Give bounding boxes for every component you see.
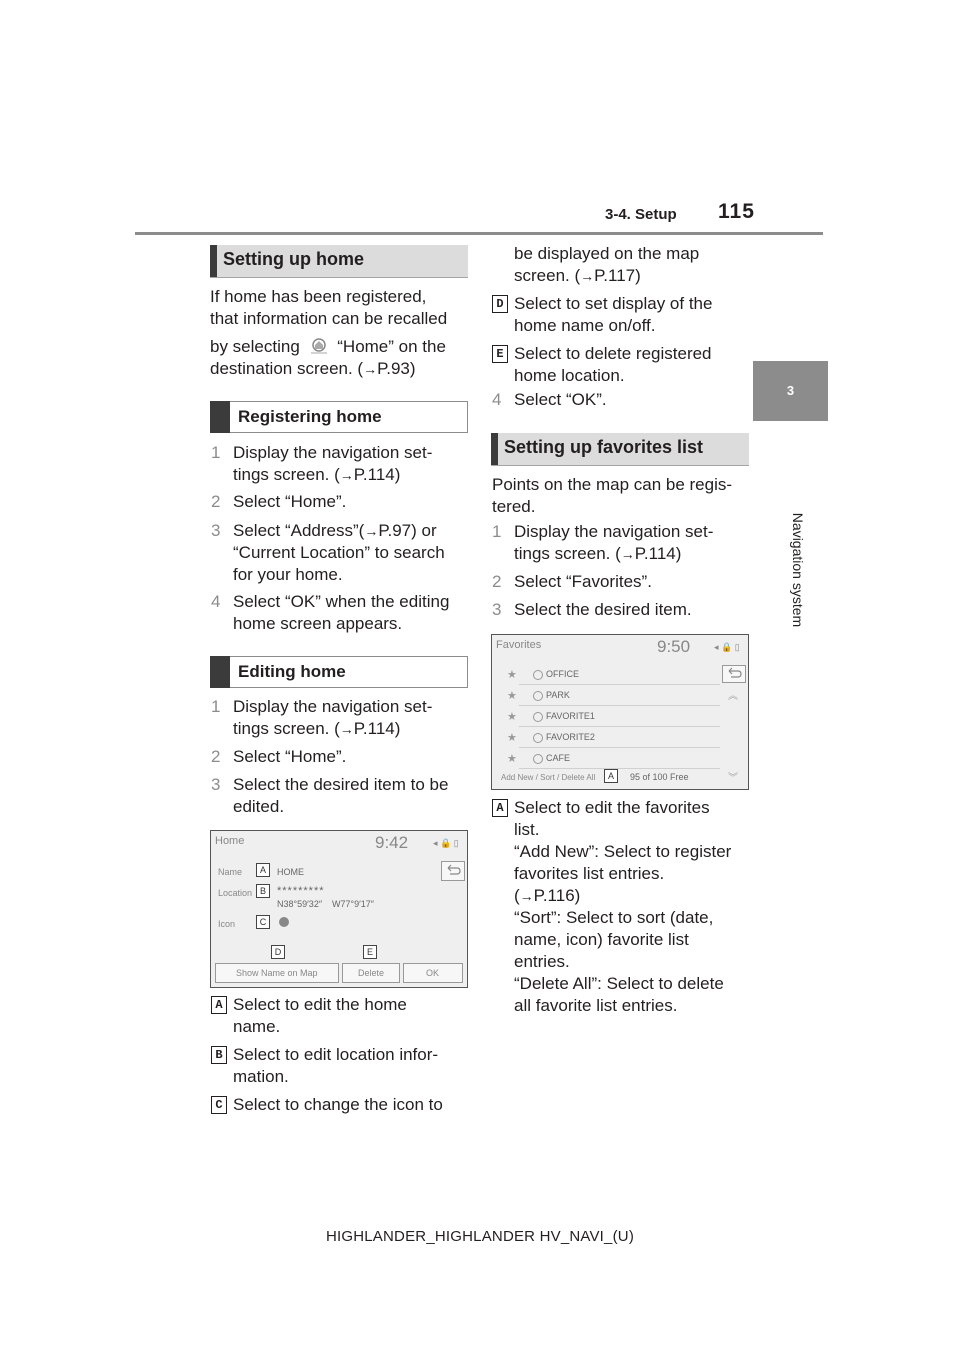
poi-icon <box>533 712 543 722</box>
status-icons: ◂ 🔒 ▯ <box>714 642 740 652</box>
favorite-name: CAFE <box>546 753 571 763</box>
subsection-header-text: Editing home <box>238 662 346 681</box>
step-number: 3 <box>211 521 221 540</box>
header-rule <box>135 232 823 235</box>
step-text: Select “Home”. <box>233 492 347 511</box>
marker-e-badge: E <box>492 345 508 363</box>
marker-d: D <box>271 945 285 959</box>
step-text: Display the navigation set- <box>514 522 714 541</box>
step-text: Select “OK” when the editing <box>233 592 450 611</box>
edit-step-3 <box>211 774 449 818</box>
favorites-count: 95 of 100 Free <box>630 772 689 782</box>
desc-line: Select to edit the favorites <box>514 798 710 817</box>
reg-step-1 <box>211 442 433 486</box>
step-text <box>233 520 445 542</box>
scroll-down-icon: ︾ <box>728 773 738 784</box>
favorite-name: OFFICE <box>546 669 579 679</box>
arrow-icon: → <box>580 268 595 284</box>
marker-a-badge: A <box>211 996 227 1014</box>
subsection-header-text: Registering home <box>238 407 382 426</box>
favorite-name: FAVORITE2 <box>546 732 595 742</box>
desc-line: home name on/off. <box>514 316 656 335</box>
marker-e: E <box>363 945 377 959</box>
step-number: 2 <box>211 492 221 511</box>
step-number: 2 <box>492 572 502 591</box>
arrow-icon: → <box>620 546 635 562</box>
desc-line: favorites list entries. <box>514 864 665 883</box>
page-reference: P.114) <box>634 544 682 563</box>
screen-title: Home <box>215 835 245 847</box>
desc-line: Select to change the icon to <box>233 1095 443 1114</box>
marker-c: C <box>256 915 270 929</box>
arrow-icon: → <box>519 888 534 904</box>
desc-line: name, icon) favorite list <box>514 930 689 949</box>
arrow-icon: → <box>364 523 379 539</box>
list-item <box>507 665 720 685</box>
intro-text: destination screen. ( <box>210 359 364 378</box>
desc-text: ( <box>514 886 520 905</box>
edit-step-2 <box>211 746 347 768</box>
step-text-part: Select “Address”( <box>233 521 365 540</box>
desc-line: Points on the map can be regis- <box>492 475 733 494</box>
fav-actions-label: Add New / Sort / Delete All <box>501 773 596 782</box>
step-text: Select “Home”. <box>233 747 347 766</box>
subsection-header-registering-home <box>210 401 468 433</box>
subsection-bar <box>210 656 230 688</box>
step-text: “Current Location” to search <box>233 543 445 562</box>
star-icon: ★ <box>507 732 517 744</box>
step-number: 3 <box>492 600 502 619</box>
step-text: Select “OK”. <box>514 390 607 409</box>
destination-icon <box>307 336 331 356</box>
name-label: Name <box>218 867 243 877</box>
list-item <box>507 728 720 748</box>
edit-step-1 <box>211 696 433 740</box>
back-icon <box>441 861 465 881</box>
favorite-name: PARK <box>546 690 570 700</box>
page-number: 115 <box>718 200 755 223</box>
edit-step-4 <box>492 389 607 411</box>
step-text: Select the desired item to be <box>233 775 449 794</box>
coords-lon: W77°9′17″ <box>332 899 374 909</box>
marker-c-desc <box>233 1094 443 1116</box>
intro-line-4 <box>210 358 416 380</box>
marker-a-favorites-desc <box>514 797 731 1017</box>
step-number: 4 <box>211 592 221 611</box>
marker-a-badge-favorites: A <box>492 799 508 817</box>
intro-line-3 <box>210 336 446 358</box>
desc-line: tered. <box>492 497 536 516</box>
marker-e-desc <box>514 343 712 387</box>
list-item <box>507 749 720 769</box>
arrow-icon: → <box>339 721 354 737</box>
favorites-intro <box>492 474 732 518</box>
step-text <box>233 464 432 486</box>
fav-step-3 <box>492 599 692 621</box>
intro-text: by selecting <box>210 337 300 356</box>
list-item <box>507 686 720 706</box>
subsection-header-editing-home <box>210 656 468 688</box>
name-value: HOME <box>277 867 304 877</box>
marker-a-desc <box>233 994 407 1038</box>
desc-text: screen. ( <box>514 266 581 285</box>
step-text: home screen appears. <box>233 614 403 633</box>
arrow-icon: → <box>339 467 354 483</box>
desc-line: be displayed on the map <box>514 244 700 263</box>
page-reference: P.116) <box>533 886 581 905</box>
home-pin-icon <box>279 917 289 927</box>
step-text-part: tings screen. ( <box>233 465 340 484</box>
intro-text: “Home” on the <box>337 337 446 356</box>
footer-model: HIGHLANDER_HIGHLANDER HV_NAVI_(U) <box>325 1228 635 1245</box>
step-text: Select the desired item. <box>514 600 692 619</box>
step-number: 1 <box>492 522 502 541</box>
desc-line: Select to edit the home <box>233 995 407 1014</box>
step-text: Display the navigation set- <box>233 443 433 462</box>
coords-lat: N38°59′32″ <box>277 899 323 909</box>
page-reference: P.93) <box>377 359 416 378</box>
screen-title: Favorites <box>496 639 542 651</box>
star-icon: ★ <box>507 690 517 702</box>
desc-line <box>514 265 699 287</box>
show-name-button <box>215 963 339 983</box>
delete-button <box>342 963 400 983</box>
step-text: Select “Favorites”. <box>514 572 652 591</box>
subsection-bar <box>210 401 230 433</box>
arrow-icon: → <box>363 361 378 377</box>
intro-line-2: that information can be recalled <box>210 309 448 328</box>
page-reference: P.117) <box>594 266 641 285</box>
favorites-screen-image <box>491 634 749 790</box>
button-label: Show Name on Map <box>236 968 318 978</box>
section-header-setting-up-home <box>210 245 468 278</box>
home-screen-image <box>210 830 468 988</box>
desc-line: entries. <box>514 952 570 971</box>
chapter-label: Navigation system <box>790 512 806 628</box>
marker-b-desc <box>233 1044 438 1088</box>
page-reference: P.114) <box>353 465 401 484</box>
chapter-tab: 3 <box>753 361 828 421</box>
marker-a: A <box>256 863 270 877</box>
back-icon <box>722 665 746 683</box>
step-text: Display the navigation set- <box>233 697 433 716</box>
desc-line: mation. <box>233 1067 289 1086</box>
desc-line: “Add New”: Select to register <box>514 842 732 861</box>
poi-icon <box>533 754 543 764</box>
list-item <box>507 707 720 727</box>
fav-step-1 <box>492 521 714 565</box>
section-bar <box>491 433 498 465</box>
step-text <box>233 718 432 740</box>
page-reference: P.97) or <box>378 521 437 540</box>
reg-step-4 <box>211 591 450 635</box>
intro-line-1: If home has been registered, <box>210 287 427 306</box>
marker-c-badge: C <box>211 1096 227 1114</box>
favorite-name: FAVORITE1 <box>546 711 595 721</box>
desc-line: name. <box>233 1017 281 1036</box>
star-icon: ★ <box>507 711 517 723</box>
step-number: 1 <box>211 697 221 716</box>
screen-clock: 9:42 <box>375 833 409 852</box>
ok-button <box>403 963 463 983</box>
desc-line: all favorite list entries. <box>514 996 678 1015</box>
location-masked: ********* <box>277 885 325 897</box>
desc-line: Select to edit location infor- <box>233 1045 439 1064</box>
marker-b: B <box>256 884 270 898</box>
star-icon: ★ <box>507 669 517 681</box>
marker-a: A <box>604 769 618 783</box>
scroll-up-icon: ︽ <box>728 691 738 702</box>
button-label: OK <box>426 968 440 978</box>
desc-line: list. <box>514 820 540 839</box>
section-header-text: Setting up favorites list <box>504 437 704 457</box>
poi-icon <box>533 670 543 680</box>
continuation <box>514 243 699 287</box>
step-number: 3 <box>211 775 221 794</box>
section-header-favorites <box>491 433 749 466</box>
desc-line <box>514 885 731 907</box>
location-label: Location <box>218 888 253 898</box>
desc-line: “Sort”: Select to sort (date, <box>514 908 714 927</box>
poi-icon <box>533 733 543 743</box>
page-reference: P.114) <box>353 719 401 738</box>
marker-d-badge: D <box>492 295 508 313</box>
step-number: 1 <box>211 443 221 462</box>
step-text: for your home. <box>233 565 343 584</box>
section-title: 3-4. Setup <box>605 206 677 223</box>
desc-line: “Delete All”: Select to delete <box>514 974 724 993</box>
icon-label: Icon <box>218 919 236 929</box>
button-label: Delete <box>358 968 385 978</box>
status-icons: ◂ 🔒 ▯ <box>433 838 459 848</box>
section-bar <box>210 245 217 277</box>
reg-step-3 <box>211 520 445 586</box>
step-number: 2 <box>211 747 221 766</box>
marker-b-badge: B <box>211 1046 227 1064</box>
step-text-part: tings screen. ( <box>233 719 340 738</box>
desc-line: home location. <box>514 366 625 385</box>
desc-line: Select to delete registered <box>514 344 712 363</box>
reg-step-2 <box>211 491 347 513</box>
desc-line: Select to set display of the <box>514 294 713 313</box>
step-text: edited. <box>233 797 285 816</box>
fav-step-2 <box>492 571 652 593</box>
step-text <box>514 543 713 565</box>
screen-clock: 9:50 <box>657 637 691 656</box>
marker-d-desc <box>514 293 712 337</box>
step-text-part: tings screen. ( <box>514 544 621 563</box>
star-icon: ★ <box>507 753 517 765</box>
step-number: 4 <box>492 390 502 409</box>
poi-icon <box>533 691 543 701</box>
section-header-text: Setting up home <box>223 249 364 269</box>
